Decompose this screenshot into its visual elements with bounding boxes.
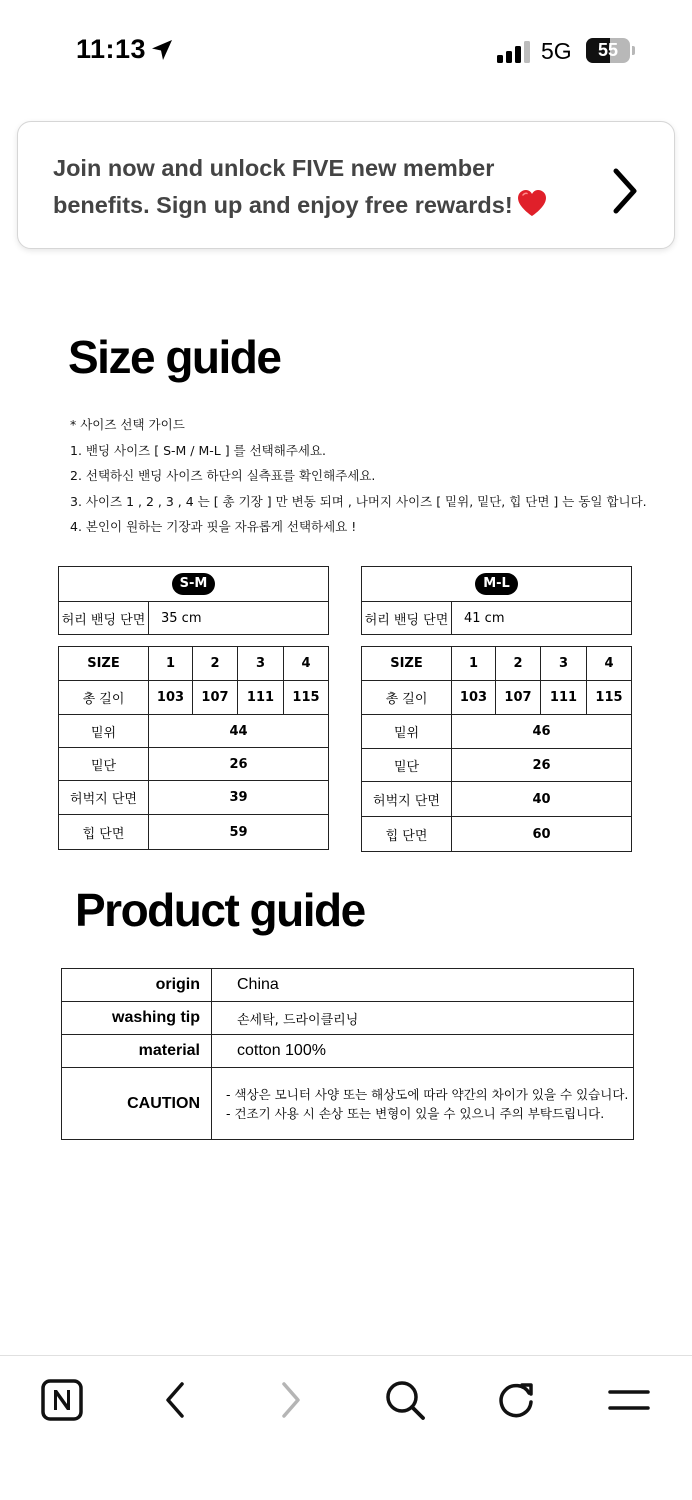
heart-icon (517, 189, 547, 217)
caution-line: - 건조기 사용 시 손상 또는 변형이 있을 수 있으니 주의 부탁드립니다. (226, 1105, 605, 1121)
pg-value-washing: 손세탁, 드라이클리닝 (212, 1002, 634, 1035)
ml-size-table (361, 646, 632, 852)
search-icon[interactable] (383, 1378, 427, 1422)
band-pill-ml: M-L (475, 573, 518, 595)
row-label: 밑위 (59, 715, 149, 748)
pg-label-washing: washing tip (62, 1002, 212, 1035)
length-value: 115 (587, 681, 632, 715)
pg-label-origin: origin (62, 969, 212, 1002)
size-col: 2 (496, 647, 541, 681)
band-label-cell (59, 567, 329, 602)
forward-icon[interactable] (276, 1378, 306, 1422)
length-label: 총 길이 (59, 681, 149, 715)
caution-line: - 색상은 모니터 사양 또는 해상도에 따라 약간의 차이가 있을 수 있습니다. (226, 1086, 629, 1102)
size-header: SIZE (362, 647, 452, 681)
pg-value-material: cotton 100% (212, 1035, 634, 1068)
size-col: 4 (587, 647, 632, 681)
row-value: 39 (149, 781, 329, 815)
row-label: 힙 단면 (59, 815, 149, 850)
back-icon[interactable] (160, 1378, 190, 1422)
browser-toolbar (0, 1355, 692, 1500)
length-value: 111 (238, 681, 284, 715)
pg-label-material: material (62, 1035, 212, 1068)
length-label: 총 길이 (362, 681, 452, 715)
menu-icon[interactable] (606, 1378, 652, 1422)
product-guide-title: Product guide (75, 884, 365, 936)
row-label: 밑위 (362, 715, 452, 749)
chevron-right-icon[interactable] (610, 167, 640, 215)
signal-icon (497, 41, 531, 63)
battery-tip (632, 46, 635, 55)
ml-band-table (361, 566, 632, 635)
note-line: 4. 본인이 원하는 기장과 핏을 자유롭게 선택하세요 ! (70, 519, 357, 534)
row-label: 힙 단면 (362, 817, 452, 852)
waist-label: 허리 밴딩 단면 (362, 602, 452, 635)
row-value: 59 (149, 815, 329, 850)
note-line: * 사이즈 선택 가이드 (70, 417, 185, 432)
row-label: 허벅지 단면 (362, 782, 452, 817)
row-value: 60 (452, 817, 632, 852)
row-value: 46 (452, 715, 632, 749)
reload-icon[interactable] (495, 1378, 539, 1422)
length-value: 107 (496, 681, 541, 715)
banner-message: Join now and unlock FIVE new member benefits. Sign up and enjoy free rewards! (53, 155, 513, 218)
row-label: 밑단 (59, 748, 149, 781)
size-col: 4 (284, 647, 329, 681)
battery-percent: 55 (597, 40, 619, 60)
status-bar (0, 0, 692, 100)
battery-icon (586, 38, 630, 63)
waist-value: 41 cm (452, 602, 632, 635)
banner-text (53, 150, 583, 224)
row-value: 44 (149, 715, 329, 748)
row-value: 40 (452, 782, 632, 817)
length-value: 111 (541, 681, 587, 715)
row-value: 26 (452, 749, 632, 782)
sm-band-table (58, 566, 329, 635)
naver-home-icon[interactable] (40, 1378, 84, 1422)
size-col: 3 (541, 647, 587, 681)
note-line: 1. 밴딩 사이즈 [ S-M / M-L ] 를 선택해주세요. (70, 442, 327, 458)
length-value: 103 (452, 681, 496, 715)
row-label: 밑단 (362, 749, 452, 782)
note-line: 3. 사이즈 1 , 2 , 3 , 4 는 [ 총 기장 ] 만 변동 되며 , 나머지 사이즈 [ 밑위, 밑단, 힙 단면 ] 는 동일 합니다. (70, 493, 647, 509)
product-guide-table (61, 968, 634, 1140)
pg-value-caution (212, 1068, 634, 1140)
note-line: 2. 선택하신 밴딩 사이즈 하단의 실측표를 확인해주세요. (70, 468, 376, 483)
status-time: 11:13 (76, 34, 147, 64)
network-type: 5G (541, 38, 572, 64)
size-header: SIZE (59, 647, 149, 681)
band-label-cell (362, 567, 632, 602)
size-col: 3 (238, 647, 284, 681)
length-value: 103 (149, 681, 193, 715)
signup-banner[interactable] (17, 121, 675, 249)
sm-size-table (58, 646, 329, 850)
pg-value-origin: China (212, 969, 634, 1002)
size-guide-title: Size guide (68, 331, 281, 383)
size-col: 1 (452, 647, 496, 681)
row-label: 허벅지 단면 (59, 781, 149, 815)
size-col: 2 (193, 647, 238, 681)
size-col: 1 (149, 647, 193, 681)
location-arrow-icon (150, 38, 174, 62)
pg-label-caution: CAUTION (62, 1068, 212, 1140)
waist-label: 허리 밴딩 단면 (59, 602, 149, 635)
length-value: 107 (193, 681, 238, 715)
length-value: 115 (284, 681, 329, 715)
band-pill-sm: S-M (172, 573, 216, 595)
row-value: 26 (149, 748, 329, 781)
waist-value: 35 cm (149, 602, 329, 635)
size-guide-notes (70, 412, 647, 540)
